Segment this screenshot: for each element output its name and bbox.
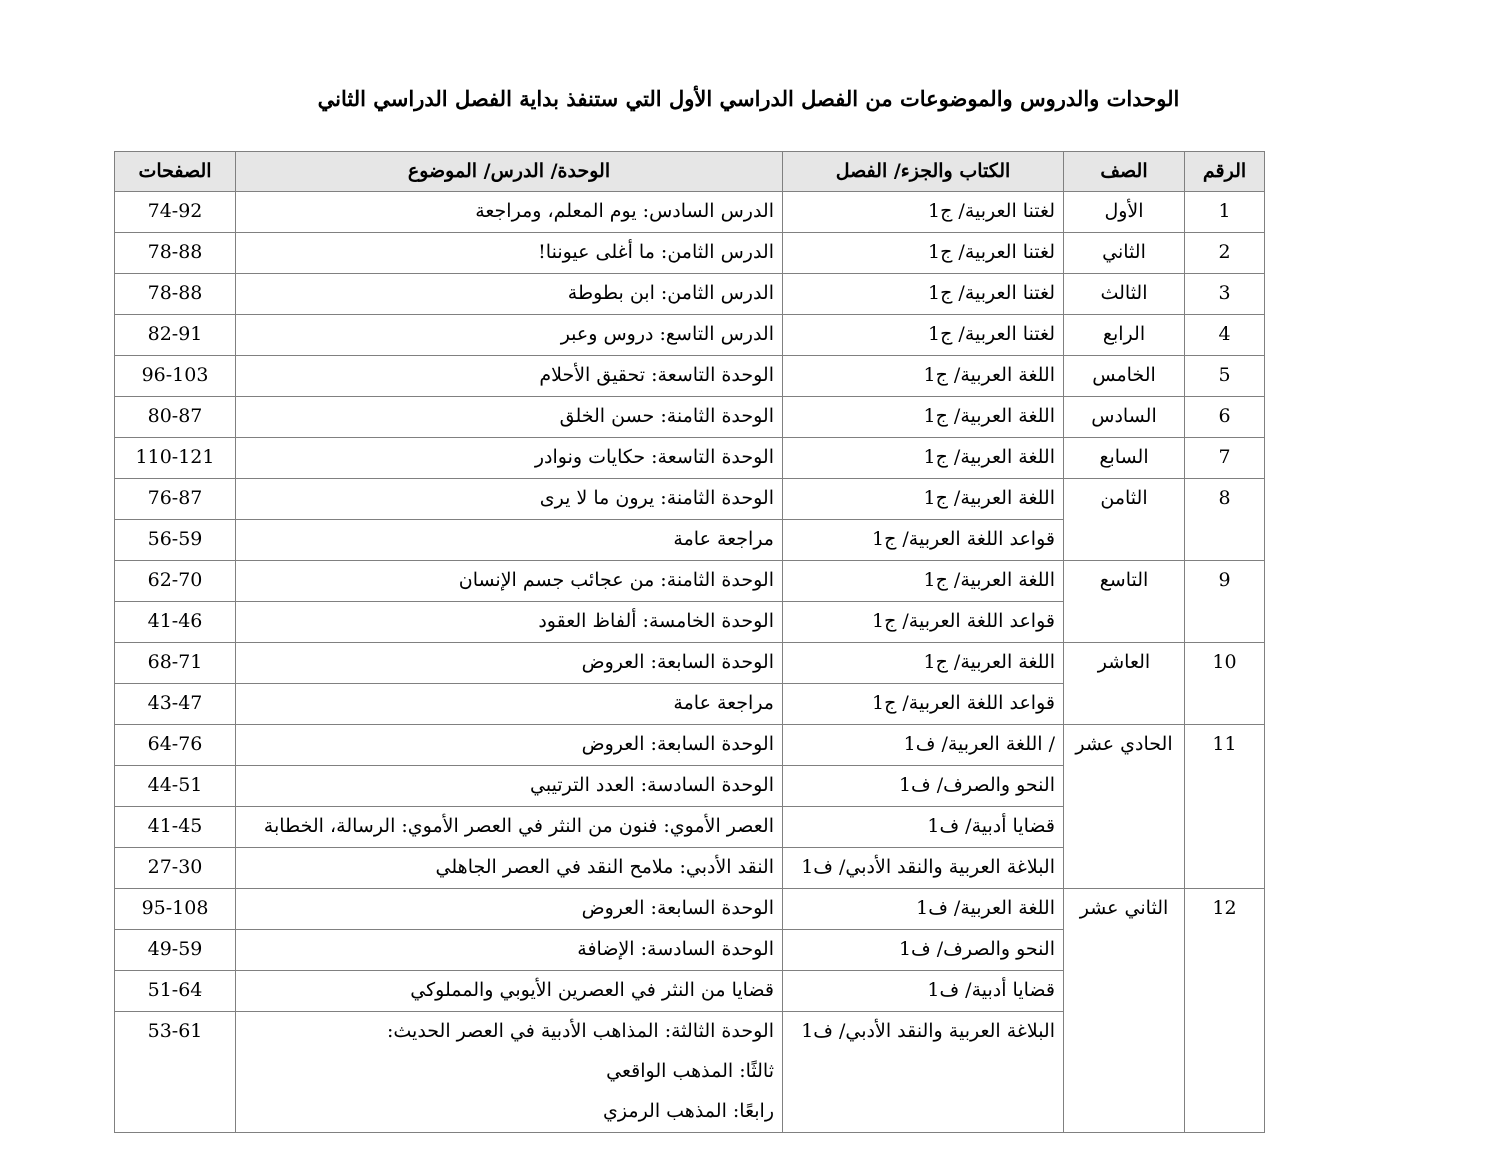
cell-number: 9: [1185, 561, 1265, 643]
cell-topic: [236, 520, 783, 561]
cell-topic: [236, 356, 783, 397]
cell-pages: 95-108: [115, 889, 236, 930]
cell-pages: 78-88: [115, 274, 236, 315]
cell-grade: الثاني عشر: [1064, 889, 1185, 1133]
cell-number: 1: [1185, 192, 1265, 233]
cell-topic: [236, 643, 783, 684]
cell-pages: 49-59: [115, 930, 236, 971]
table-row: [115, 315, 1265, 356]
topic-line: الوحدة السابعة: العروض: [581, 651, 774, 673]
header-book: الكتاب والجزء/ الفصل: [783, 152, 1064, 192]
cell-pages: 96-103: [115, 356, 236, 397]
cell-book: النحو والصرف/ ف1: [783, 930, 1064, 971]
cell-book: قواعد اللغة العربية/ ج1: [783, 520, 1064, 561]
topic-line: الوحدة التاسعة: حكايات ونوادر: [534, 446, 774, 468]
cell-pages: 80-87: [115, 397, 236, 438]
topic-line: الدرس السادس: يوم المعلم، ومراجعة: [475, 200, 774, 222]
cell-grade: السادس: [1064, 397, 1185, 438]
table-row: [115, 479, 1265, 520]
cell-topic: [236, 1012, 783, 1133]
cell-topic: [236, 602, 783, 643]
topic-line: الدرس الثامن: ابن بطوطة: [567, 282, 774, 304]
cell-topic: [236, 684, 783, 725]
cell-book: اللغة العربية/ ف1: [783, 889, 1064, 930]
cell-pages: 41-46: [115, 602, 236, 643]
cell-book: اللغة العربية/ ج1: [783, 397, 1064, 438]
topic-line: الوحدة الثامنة: من عجائب جسم الإنسان: [458, 569, 774, 591]
table-row: [115, 274, 1265, 315]
table-row: [115, 233, 1265, 274]
table-row: [115, 192, 1265, 233]
cell-pages: 27-30: [115, 848, 236, 889]
topic-line: الوحدة التاسعة: تحقيق الأحلام: [539, 364, 774, 386]
cell-number: 12: [1185, 889, 1265, 1133]
cell-number: 7: [1185, 438, 1265, 479]
topic-line: الدرس الثامن: ما أغلى عيوننا!: [538, 241, 774, 263]
cell-topic: [236, 807, 783, 848]
cell-topic: [236, 274, 783, 315]
cell-topic: [236, 848, 783, 889]
cell-book: لغتنا العربية/ ج1: [783, 315, 1064, 356]
table-row: [115, 889, 1265, 930]
topic-line: ثالثًا: المذهب الواقعي: [606, 1060, 774, 1082]
table-body: [115, 192, 1265, 1133]
cell-topic: [236, 766, 783, 807]
header-pages: الصفحات: [115, 152, 236, 192]
topic-line: الدرس التاسع: دروس وعبر: [560, 323, 774, 345]
cell-book: لغتنا العربية/ ج1: [783, 192, 1064, 233]
topic-line: الوحدة السابعة: العروض: [581, 897, 774, 919]
cell-pages: 44-51: [115, 766, 236, 807]
cell-pages: 82-91: [115, 315, 236, 356]
cell-grade: الأول: [1064, 192, 1185, 233]
cell-book: البلاغة العربية والنقد الأدبي/ ف1: [783, 1012, 1064, 1133]
table-header-row: [115, 152, 1265, 192]
cell-grade: الثاني: [1064, 233, 1185, 274]
cell-pages: 51-64: [115, 971, 236, 1012]
cell-topic: [236, 889, 783, 930]
lessons-table: [114, 151, 1265, 1133]
cell-book: النحو والصرف/ ف1: [783, 766, 1064, 807]
cell-number: 3: [1185, 274, 1265, 315]
cell-number: 5: [1185, 356, 1265, 397]
topic-line: مراجعة عامة: [673, 528, 774, 550]
cell-topic: [236, 725, 783, 766]
cell-book: اللغة العربية/ ج1: [783, 561, 1064, 602]
table-row: [115, 356, 1265, 397]
cell-grade: الثامن: [1064, 479, 1185, 561]
cell-book: اللغة العربية/ ج1: [783, 438, 1064, 479]
cell-grade: الثالث: [1064, 274, 1185, 315]
cell-pages: 110-121: [115, 438, 236, 479]
topic-line: العصر الأموي: فنون من النثر في العصر الأموي: الرسالة، الخطابة: [263, 815, 774, 837]
cell-book: / اللغة العربية/ ف1: [783, 725, 1064, 766]
cell-pages: 53-61: [115, 1012, 236, 1133]
cell-grade: العاشر: [1064, 643, 1185, 725]
header-grade: الصف: [1064, 152, 1185, 192]
cell-number: 11: [1185, 725, 1265, 889]
cell-grade: الخامس: [1064, 356, 1185, 397]
cell-grade: السابع: [1064, 438, 1185, 479]
cell-book: البلاغة العربية والنقد الأدبي/ ف1: [783, 848, 1064, 889]
cell-grade: الرابع: [1064, 315, 1185, 356]
cell-pages: 64-76: [115, 725, 236, 766]
cell-pages: 41-45: [115, 807, 236, 848]
table-row: [115, 438, 1265, 479]
cell-number: 4: [1185, 315, 1265, 356]
table-row: [115, 397, 1265, 438]
cell-book: قواعد اللغة العربية/ ج1: [783, 684, 1064, 725]
cell-pages: 68-71: [115, 643, 236, 684]
cell-topic: [236, 438, 783, 479]
cell-number: 2: [1185, 233, 1265, 274]
cell-book: لغتنا العربية/ ج1: [783, 274, 1064, 315]
topic-line: قضايا من النثر في العصرين الأيوبي والمملوكي: [410, 979, 774, 1001]
header-topic: الوحدة/ الدرس/ الموضوع: [236, 152, 783, 192]
table-row: [115, 561, 1265, 602]
page-title: الوحدات والدروس والموضوعات من الفصل الدراسي الأول التي ستنفذ بداية الفصل الدراسي الثاني: [317, 86, 1180, 111]
cell-grade: التاسع: [1064, 561, 1185, 643]
cell-pages: 62-70: [115, 561, 236, 602]
topic-line: الوحدة السادسة: العدد الترتيبي: [530, 774, 774, 796]
table-row: [115, 725, 1265, 766]
topic-line: الوحدة السادسة: الإضافة: [577, 938, 774, 960]
cell-topic: [236, 561, 783, 602]
cell-topic: [236, 315, 783, 356]
cell-topic: [236, 479, 783, 520]
cell-topic: [236, 971, 783, 1012]
topic-line: مراجعة عامة: [673, 692, 774, 714]
cell-topic: [236, 930, 783, 971]
cell-pages: 56-59: [115, 520, 236, 561]
cell-book: لغتنا العربية/ ج1: [783, 233, 1064, 274]
topic-line: الوحدة السابعة: العروض: [581, 733, 774, 755]
cell-book: اللغة العربية/ ج1: [783, 356, 1064, 397]
cell-topic: [236, 233, 783, 274]
cell-book: اللغة العربية/ ج1: [783, 479, 1064, 520]
cell-pages: 43-47: [115, 684, 236, 725]
cell-number: 10: [1185, 643, 1265, 725]
topic-line: النقد الأدبي: ملامح النقد في العصر الجاهلي: [435, 856, 774, 878]
topic-line: الوحدة الثامنة: حسن الخلق: [559, 405, 774, 427]
cell-book: قضايا أدبية/ ف1: [783, 971, 1064, 1012]
cell-grade: الحادي عشر: [1064, 725, 1185, 889]
cell-book: قضايا أدبية/ ف1: [783, 807, 1064, 848]
cell-pages: 78-88: [115, 233, 236, 274]
cell-pages: 76-87: [115, 479, 236, 520]
cell-topic: [236, 192, 783, 233]
cell-topic: [236, 397, 783, 438]
header-number: الرقم: [1185, 152, 1265, 192]
topic-line: الوحدة الثامنة: يرون ما لا يرى: [539, 487, 774, 509]
table-row: [115, 643, 1265, 684]
topic-line: الوحدة الثالثة: المذاهب الأدبية في العصر الحديث:: [386, 1020, 774, 1042]
cell-number: 6: [1185, 397, 1265, 438]
topic-line: رابعًا: المذهب الرمزي: [603, 1100, 774, 1122]
cell-pages: 74-92: [115, 192, 236, 233]
cell-book: قواعد اللغة العربية/ ج1: [783, 602, 1064, 643]
cell-number: 8: [1185, 479, 1265, 561]
cell-book: اللغة العربية/ ج1: [783, 643, 1064, 684]
topic-line: الوحدة الخامسة: ألفاظ العقود: [538, 610, 774, 632]
